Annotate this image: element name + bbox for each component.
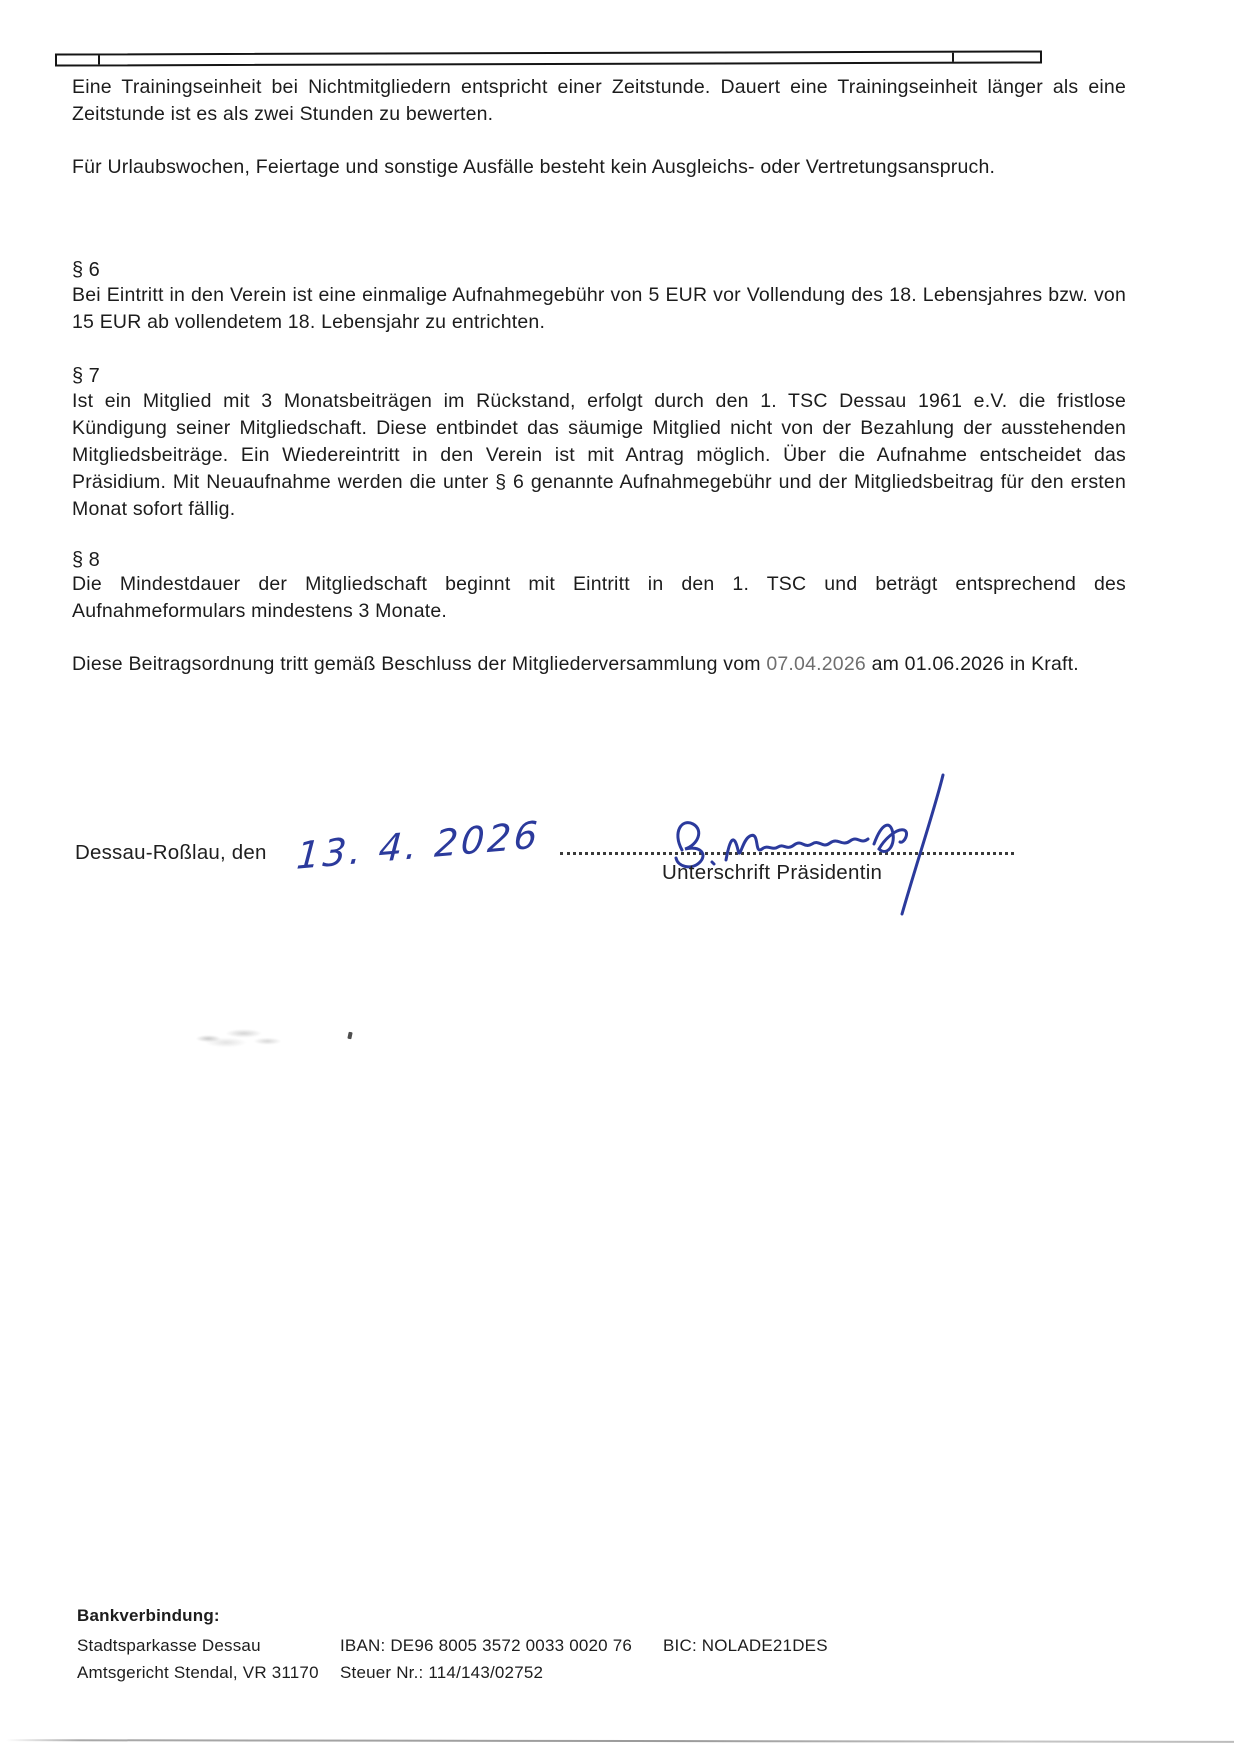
- section-heading-para7: § 7: [72, 365, 100, 387]
- signature-caption: Unterschrift Präsidentin: [662, 861, 883, 884]
- paragraph-training-unit: Eine Trainingseinheit bei Nichtmitgliedern entspricht einer Zeitstunde. Dauert eine Trainingseinheit länger als eine Zeitstunde ist es als zwei Stunden zu bewerten.: [72, 76, 1126, 125]
- table-cell-divider: [952, 53, 954, 62]
- enactment-text-before: Diese Beitragsordnung tritt gemäß Beschluss der Mitgliederversammlung vom: [72, 653, 761, 675]
- iban: IBAN: DE96 8005 3572 0033 0020 76: [340, 1636, 633, 1655]
- place-date-label: Dessau-Roßlau, den: [75, 841, 267, 864]
- bank-name: Stadtsparkasse Dessau: [77, 1636, 261, 1655]
- paragraph-holiday-claim: Für Urlaubswochen, Feiertage und sonstige Ausfälle besteht kein Ausgleichs- oder Vertretungsanspruch.: [72, 156, 996, 178]
- tax-number: Steuer Nr.: 114/143/02752: [340, 1663, 544, 1682]
- cropped-table-edge-artifact: [55, 50, 1042, 66]
- enactment-resolution-date: 07.04.2026: [760, 653, 872, 675]
- section-body-para7: Ist ein Mitglied mit 3 Monatsbeiträgen im Rückstand, erfolgt durch den 1. TSC Dessau 1961 e.V. die fristlose Kündigung seiner Mitgliedschaft. Diese entbindet das säumige Mitglied nicht von der Bezahlung der ausstehenden Mitgliedsbeiträge. Ein Wiedereintritt in den Verein ist mit Antrag möglich. Über die Aufnahme entscheidet das Präsidium. Mit Neuaufnahme werden die unter § 6 genannte Aufnahmegebühr und der Mitgliedsbeitrag für den ersten Monat sofort fällig.: [72, 390, 1126, 520]
- enactment-clause: [72, 651, 1126, 678]
- section-heading-para8: § 8: [72, 549, 100, 571]
- section-body-para8: Die Mindestdauer der Mitgliedschaft beginnt mit Eintritt in den 1. TSC und beträgt entsprechend des Aufnahmeformulars mindestens 3 Monate.: [72, 573, 1126, 622]
- court-register: Amtsgericht Stendal, VR 31170: [77, 1663, 319, 1682]
- scan-smudge-artifact: [173, 1023, 291, 1049]
- bic: BIC: NOLADE21DES: [663, 1636, 828, 1655]
- signature-scribble: [652, 770, 966, 925]
- bank-details-heading: Bankverbindung:: [77, 1606, 220, 1625]
- table-cell-divider: [98, 55, 100, 64]
- section-body-para6: Bei Eintritt in den Verein ist eine einmalige Aufnahmegebühr von 5 EUR vor Vollendung des 18. Lebensjahres bzw. von 15 EUR ab vollendetem 18. Lebensjahr zu entrichten.: [72, 284, 1126, 333]
- enactment-text-after: am 01.06.2026 in Kraft.: [871, 653, 1079, 675]
- scan-speck-artifact: [347, 1032, 352, 1040]
- section-heading-para6: § 6: [72, 259, 100, 281]
- handwritten-date: 13. 4. 2026: [294, 813, 542, 878]
- scan-edge-line-artifact: [6, 1739, 1234, 1743]
